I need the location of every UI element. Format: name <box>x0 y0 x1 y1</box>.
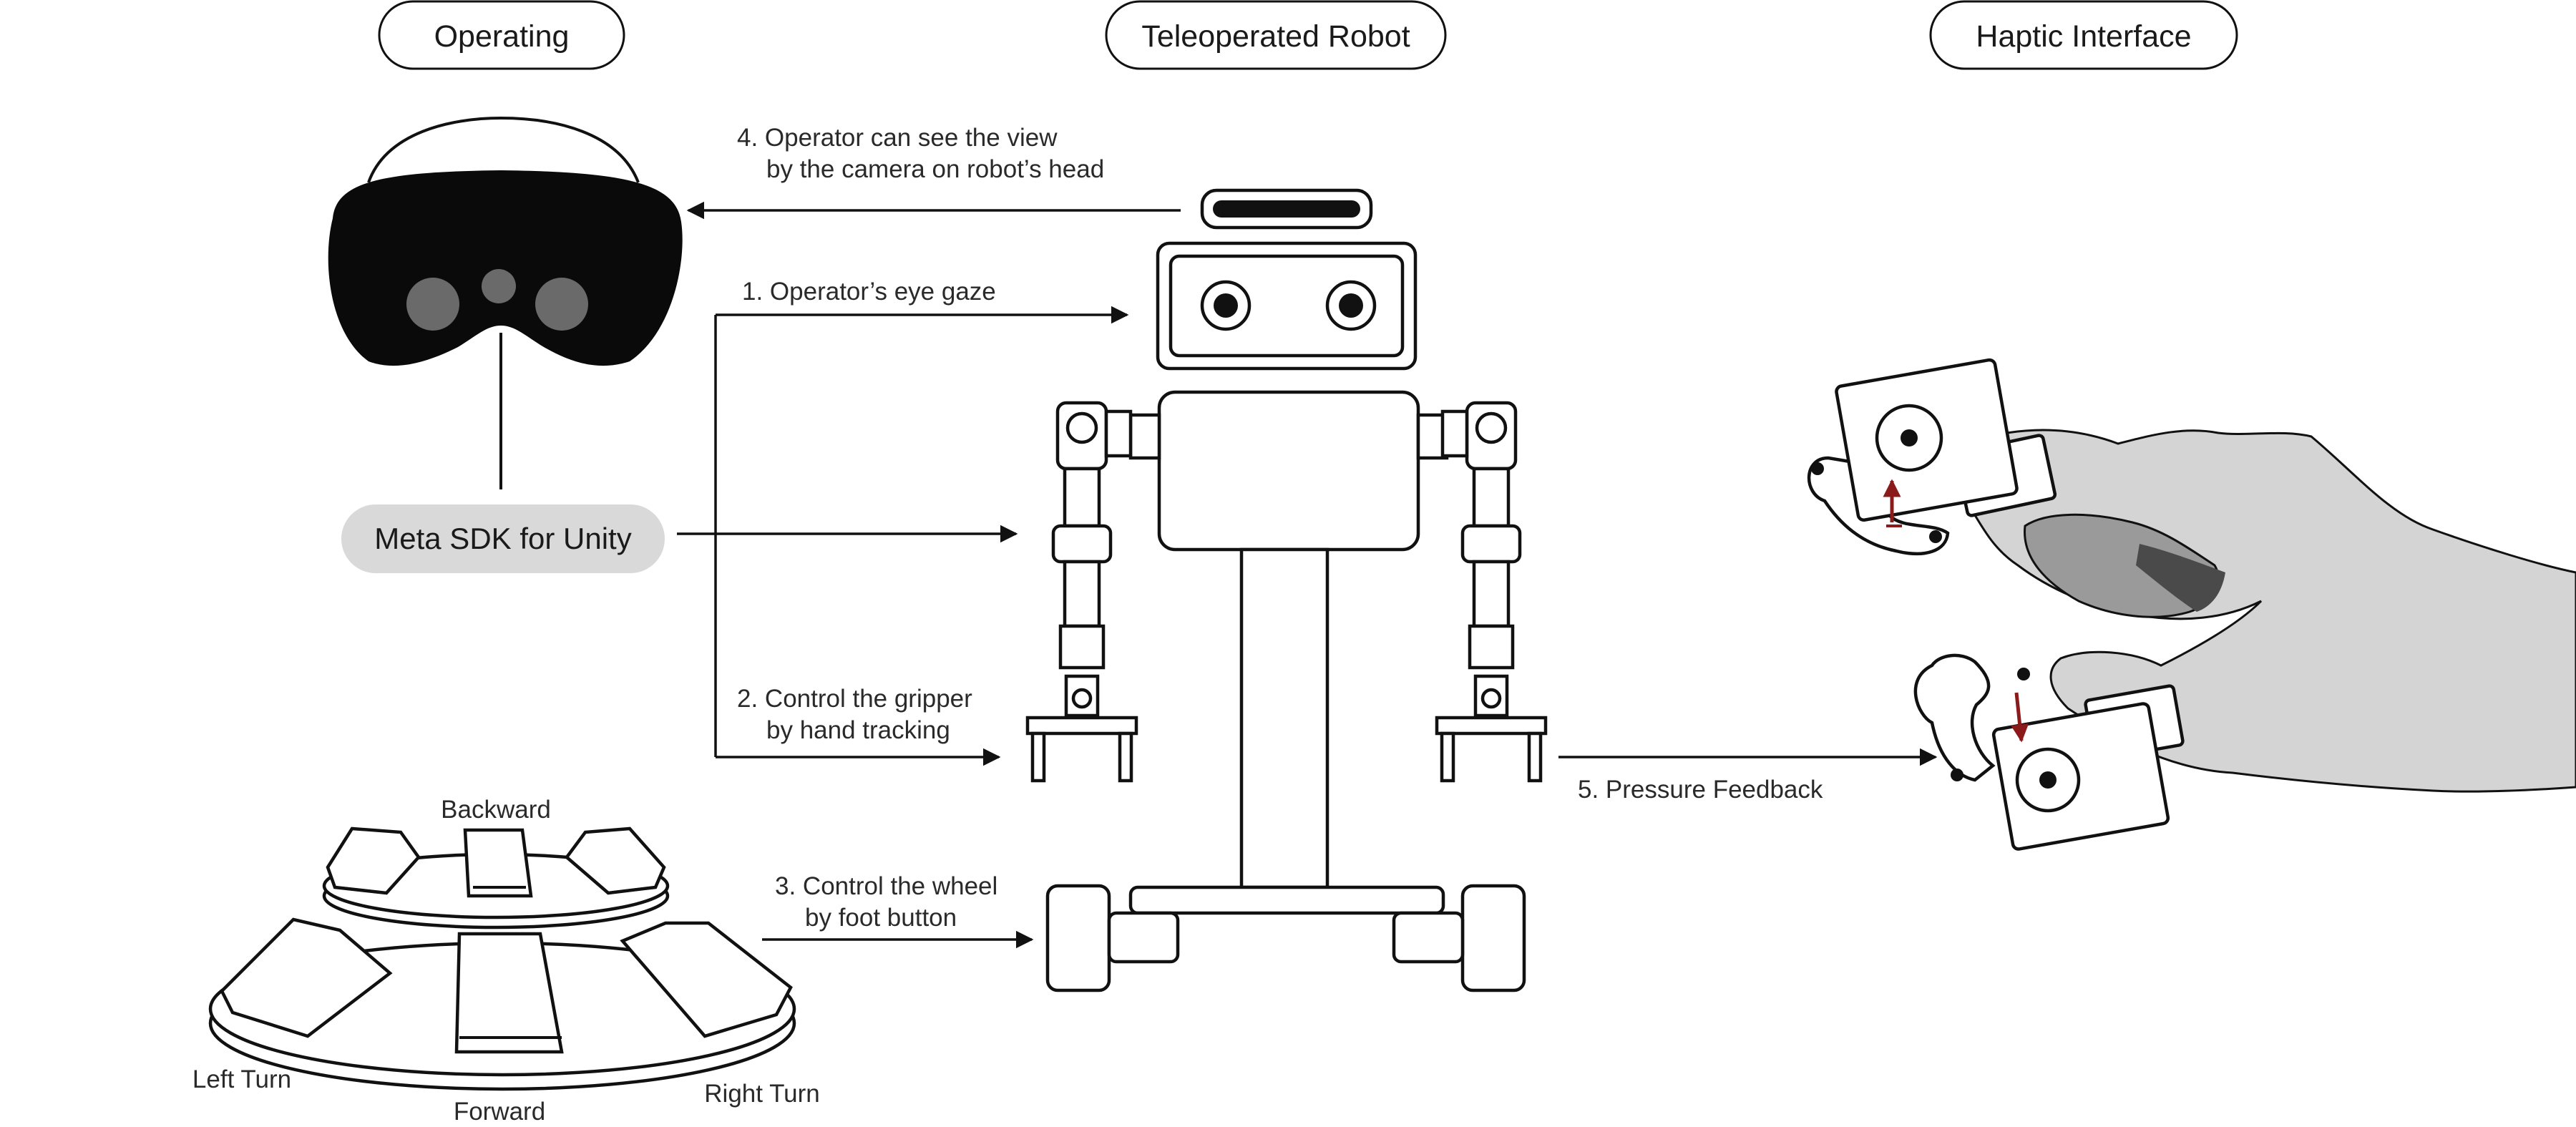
header-robot <box>1106 1 1445 69</box>
meta-sdk-label: Meta SDK for Unity <box>374 522 632 555</box>
step-3-line2: by foot button <box>805 904 957 932</box>
haptic-hand-icon <box>1809 359 2576 850</box>
step-5-label: 5. Pressure Feedback <box>1578 776 1823 804</box>
header-robot-label: Teleoperated Robot <box>1141 19 1410 54</box>
header-operating <box>379 1 624 69</box>
pedal-label-left-turn: Left Turn <box>192 1065 292 1093</box>
foot-pedal-icon <box>192 796 820 1126</box>
header-haptic-label: Haptic Interface <box>1976 19 2192 54</box>
meta-sdk-pill <box>341 504 665 573</box>
step-3-line1: 3. Control the wheel <box>775 872 998 900</box>
header-haptic <box>1931 1 2237 69</box>
step-3-label <box>775 872 997 932</box>
robot-icon <box>1028 190 1546 990</box>
header-operating-label: Operating <box>434 19 570 54</box>
step-4-line2: by the camera on robot’s head <box>766 155 1105 183</box>
pedal-label-forward: Forward <box>453 1098 546 1126</box>
vr-headset-icon <box>328 118 683 489</box>
step-1-label: 1. Operator’s eye gaze <box>742 278 996 306</box>
pedal-label-backward: Backward <box>441 796 551 824</box>
step-4-line1: 4. Operator can see the view <box>737 124 1058 152</box>
step-4-label <box>737 124 1104 183</box>
pedal-label-right-turn: Right Turn <box>704 1080 820 1108</box>
step-2-line1: 2. Control the gripper <box>737 685 972 713</box>
step-2-label <box>737 685 972 744</box>
step-2-line2: by hand tracking <box>766 716 950 744</box>
